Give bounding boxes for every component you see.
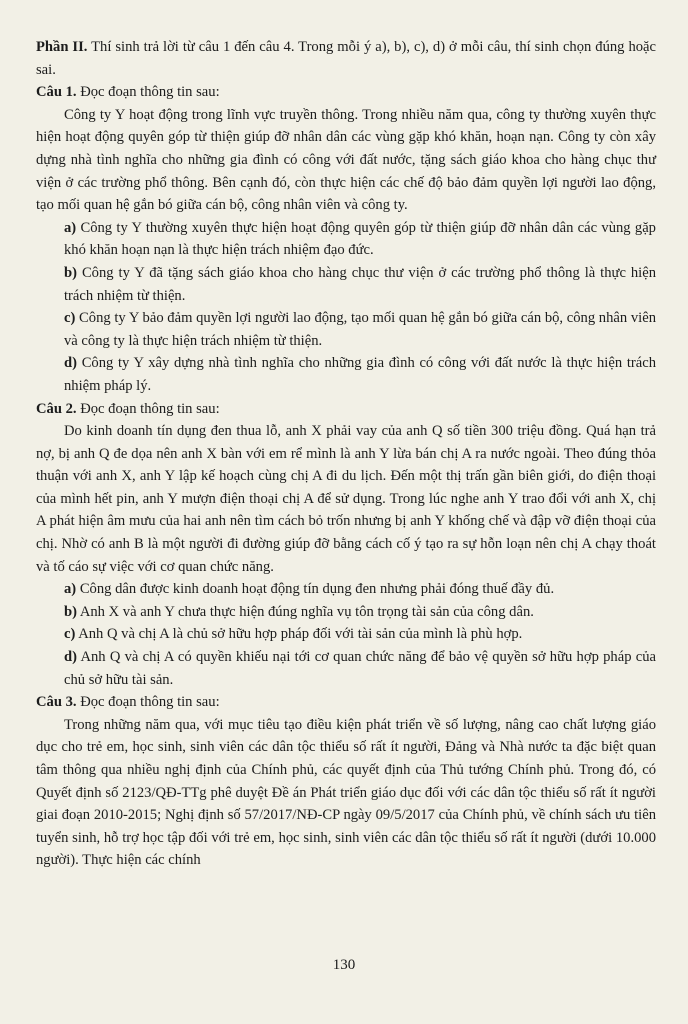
section-instruction-text: Thí sinh trả lời từ câu 1 đến câu 4. Trong mỗi ý a), b), c), d) ở mỗi câu, thí sinh chọn đúng hoặc sai.: [36, 39, 656, 78]
question-1-option-b: [36, 262, 656, 307]
question-2-option-b: [36, 601, 656, 624]
option-text: Công ty Y đã tặng sách giáo khoa cho hàng chục thư viện ở các trường phổ thông là thực hiện trách nhiệm từ thiện.: [64, 264, 656, 304]
page-number: 130: [332, 957, 356, 973]
option-text: Công ty Y thường xuyên thực hiện hoạt động quyên góp từ thiện giúp đỡ nhân dân các vùng gặp khó khăn hoạn nạn là thực hiện trách nhiệm đạo đức.: [64, 219, 656, 259]
question-2-option-d: [36, 646, 656, 691]
question-1-option-c: [36, 307, 656, 352]
question-label: Câu 2.: [36, 400, 77, 417]
option-letter: b): [64, 264, 77, 281]
option-text: Công ty Y xây dựng nhà tình nghĩa cho những gia đình có công với đất nước là thực hiện trách nhiệm pháp lý.: [64, 355, 656, 394]
option-letter: a): [64, 219, 77, 236]
option-letter: d): [64, 649, 77, 666]
question-2-passage: Do kinh doanh tín dụng đen thua lỗ, anh X phải vay của anh Q số tiền 300 triệu đồng. Quá hạn trả nợ, bị anh Q đe dọa nên anh X bàn với em rể mình là anh Y lừa bán chị A ra nước ngoài. Theo đúng thỏa thuận với anh X, anh Y lập kế hoạch cùng chị A đi du lịch. Đến một thị trấn gần biên giới, do điện thoại của mình hết pin, anh Y mượn điện thoại chị A để sử dụng. Trong lúc nghe anh Y trao đổi với anh X, chị A phát hiện âm mưu của hai anh nên tìm cách bỏ trốn nhưng bị anh Y khống chế và đập vỡ điện thoại của chị. Nhờ có anh B là một người đi đường giúp đỡ bằng cách cố ý tạo ra sự hỗn loạn nên chị A chạy thoát và tố cáo sự việc với cơ quan chức năng.: [36, 423, 656, 575]
question-prompt: Đọc đoạn thông tin sau:: [80, 694, 220, 711]
question-label: Câu 1.: [36, 84, 77, 101]
option-text: Anh X và anh Y chưa thực hiện đúng nghĩa vụ tôn trọng tài sản của công dân.: [79, 603, 534, 620]
question-prompt: Đọc đoạn thông tin sau:: [80, 84, 220, 101]
option-text: Công dân được kinh doanh hoạt động tín dụng đen nhưng phải đóng thuế đầy đủ.: [79, 581, 555, 598]
question-2-option-c: [36, 623, 656, 646]
question-1-passage: Công ty Y hoạt động trong lĩnh vực truyền thông. Trong nhiều năm qua, công ty thường xuyên thực hiện hoạt động quyên góp từ thiện giúp đỡ nhân dân các vùng gặp khó khăn, hoạn nạn. Công ty còn xây dựng nhà tình nghĩa cho những gia đình có công với đất nước, tặng sách giáo khoa cho hàng chục thư viện ở các trường phổ thông. Bên cạnh đó, còn thực hiện các chế độ bảo đảm quyền lợi người lao động, tạo mối quan hệ gắn bó giữa cán bộ, công nhân viên và công ty.: [36, 106, 656, 214]
question-3-passage: Trong những năm qua, với mục tiêu tạo điều kiện phát triển về số lượng, nâng cao chất lượng giáo dục cho trẻ em, học sinh, sinh viên các dân tộc thiểu số rất ít người, Đảng và Nhà nước ta đặc biệt quan tâm thông qua nhiều nghị định của Chính phủ, các quyết định của Thủ tướng Chính phủ. Trong đó, có Quyết định số 2123/QĐ-TTg phê duyệt Đề án Phát triển giáo dục đối với các dân tộc thiểu số rất ít người giai đoạn 2010-2015; Nghị định số 57/2017/NĐ-CP ngày 09/5/2017 của Chính phủ, về chính sách ưu tiên tuyển sinh, hỗ trợ học tập đối với trẻ em, học sinh, sinh viên các dân tộc thiểu số rất ít người (dưới 10.000 người). Thực hiện các chính: [36, 716, 656, 869]
question-1-heading: [36, 81, 656, 104]
option-letter: c): [64, 626, 76, 643]
question-label: Câu 3.: [36, 694, 77, 711]
question-3-heading: [36, 691, 656, 714]
option-text: Anh Q và chị A là chủ sở hữu hợp pháp đối với tài sản của mình là phù hợp.: [78, 626, 523, 643]
section-instruction: [36, 36, 656, 81]
option-letter: b): [64, 603, 77, 620]
section-label: Phần II.: [36, 39, 88, 55]
option-text: Công ty Y bảo đảm quyền lợi người lao động, tạo mối quan hệ gắn bó giữa cán bộ, công nhân viên và công ty là thực hiện trách nhiệm từ thiện.: [64, 310, 656, 349]
question-2-option-a: [36, 578, 656, 601]
option-letter: a): [64, 581, 77, 598]
question-1-option-a: [36, 217, 656, 262]
option-text: Anh Q và chị A có quyền khiếu nại tới cơ quan chức năng để bảo vệ quyền sở hữu hợp pháp của chủ sở hữu tài sản.: [64, 649, 656, 688]
option-letter: d): [64, 355, 77, 372]
question-1-option-d: [36, 352, 656, 397]
question-prompt: Đọc đoạn thông tin sau:: [80, 400, 220, 417]
option-letter: c): [64, 310, 76, 327]
question-2-heading: [36, 398, 656, 421]
